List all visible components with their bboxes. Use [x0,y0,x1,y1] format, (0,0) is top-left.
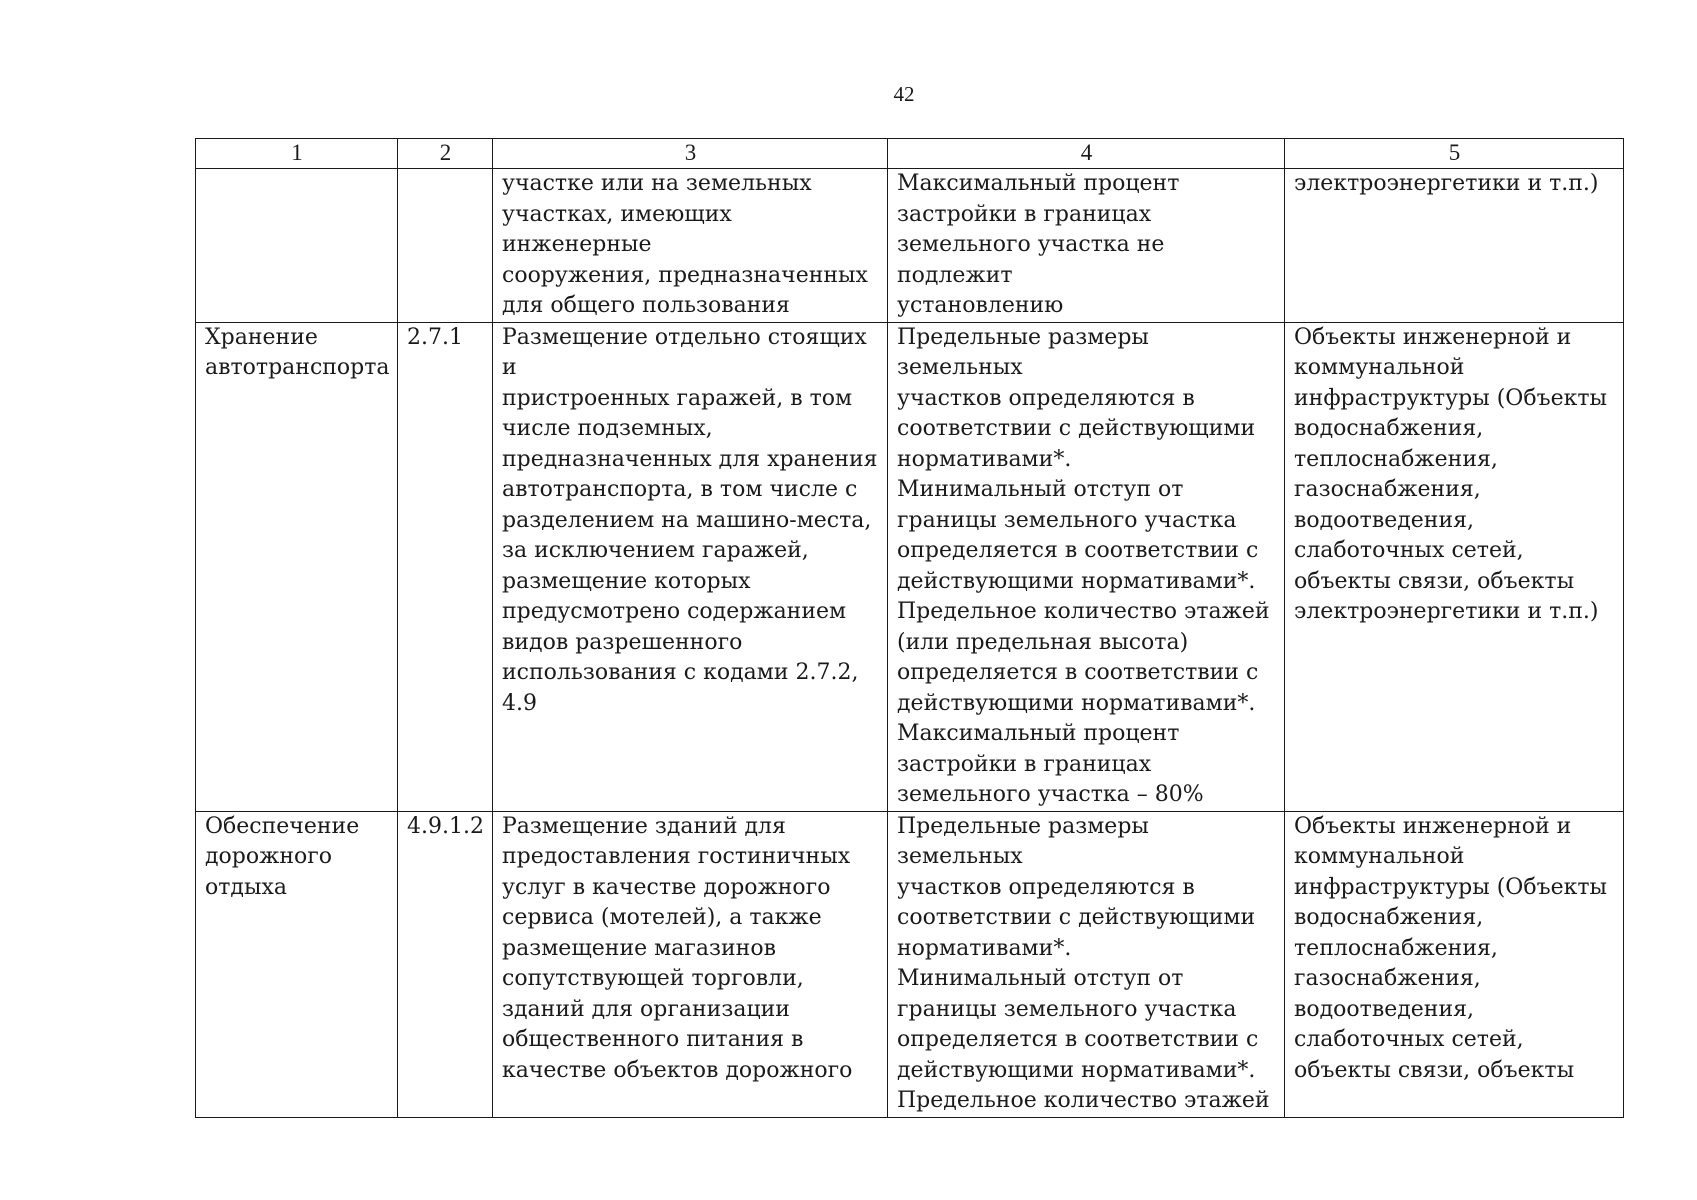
auxiliary-uses-cell [1285,811,1624,1117]
use-name-cell [196,169,398,323]
description-text: Размещение отдельно стоящих и пристроенных гаражей, в том числе подземных, предназначенных для хранения автотранспорта, в том числе с разделением на машино-места, за исключением гаражей, размещение которых предусмотрено содержанием видов разрешенного использования с кодами 2.7.2, 4.9 [502,324,878,716]
table-row [196,811,1624,1117]
use-name-text: Хранение автотранспорта [205,324,390,380]
use-name-cell [196,322,398,811]
parameters-text: Предельные размеры земельных участков определяются в соответствии с действующими нормативами*. Минимальный отступ от границы земельного участка определяется в соответствии с действующими нормативами*. Предельное количество этажей [897,813,1270,1113]
auxiliary-uses-cell [1285,169,1624,323]
auxiliary-uses-text: Объекты инженерной и коммунальной инфраструктуры (Объекты водоснабжения, теплоснабжения, газоснабжения, водоотведения, слаботочных сетей, объекты связи, объекты [1294,813,1608,1083]
table-row [196,322,1624,811]
land-use-table [195,138,1624,1118]
column-header-1: 1 [196,139,398,169]
parameters-cell [888,811,1285,1117]
parameters-text: Максимальный процент застройки в границах земельного участка не подлежит установлению [897,171,1180,318]
use-code-cell [398,169,493,323]
column-header-4: 4 [888,139,1285,169]
description-text: Размещение зданий для предоставления гостиничных услуг в качестве дорожного сервиса (мотелей), а также размещение магазинов сопутствующей торговли, зданий для организации общественного питания в качестве объектов дорожного [502,813,853,1083]
column-header-2: 2 [398,139,493,169]
use-code-text: 2.7.1 [407,324,463,350]
description-cell [493,322,888,811]
use-name-cell [196,811,398,1117]
table-row [196,169,1624,323]
page-number: 42 [893,82,915,106]
use-code-cell [398,322,493,811]
use-code-cell [398,811,493,1117]
column-header-5: 5 [1285,139,1624,169]
column-header-3: 3 [493,139,888,169]
auxiliary-uses-text: электроэнергетики и т.п.) [1294,171,1599,196]
table-header-row [196,139,1624,169]
auxiliary-uses-text: Объекты инженерной и коммунальной инфраструктуры (Объекты водоснабжения, теплоснабжения, газоснабжения, водоотведения, слаботочных сетей, объекты связи, объекты электроэнергетики и т.п.) [1294,324,1608,624]
use-name-text: Обеспечение дорожного отдыха [205,813,360,900]
parameters-cell [888,169,1285,323]
parameters-text: Предельные размеры земельных участков определяются в соответствии с действующими нормативами*. Минимальный отступ от границы земельного участка определяется в соответствии с действующими нормативами*. Предельное количество этажей (или предельная высота) определяется в соответствии с действующими нормативами*. Максимальный процент застройки в границах земельного участка – 80% [897,324,1270,807]
description-cell [493,169,888,323]
description-text: участке или на земельных участках, имеющих инженерные сооружения, предназначенных для общего пользования [502,171,868,318]
use-code-text: 4.9.1.2 [407,813,484,839]
parameters-cell [888,322,1285,811]
description-cell [493,811,888,1117]
auxiliary-uses-cell [1285,322,1624,811]
